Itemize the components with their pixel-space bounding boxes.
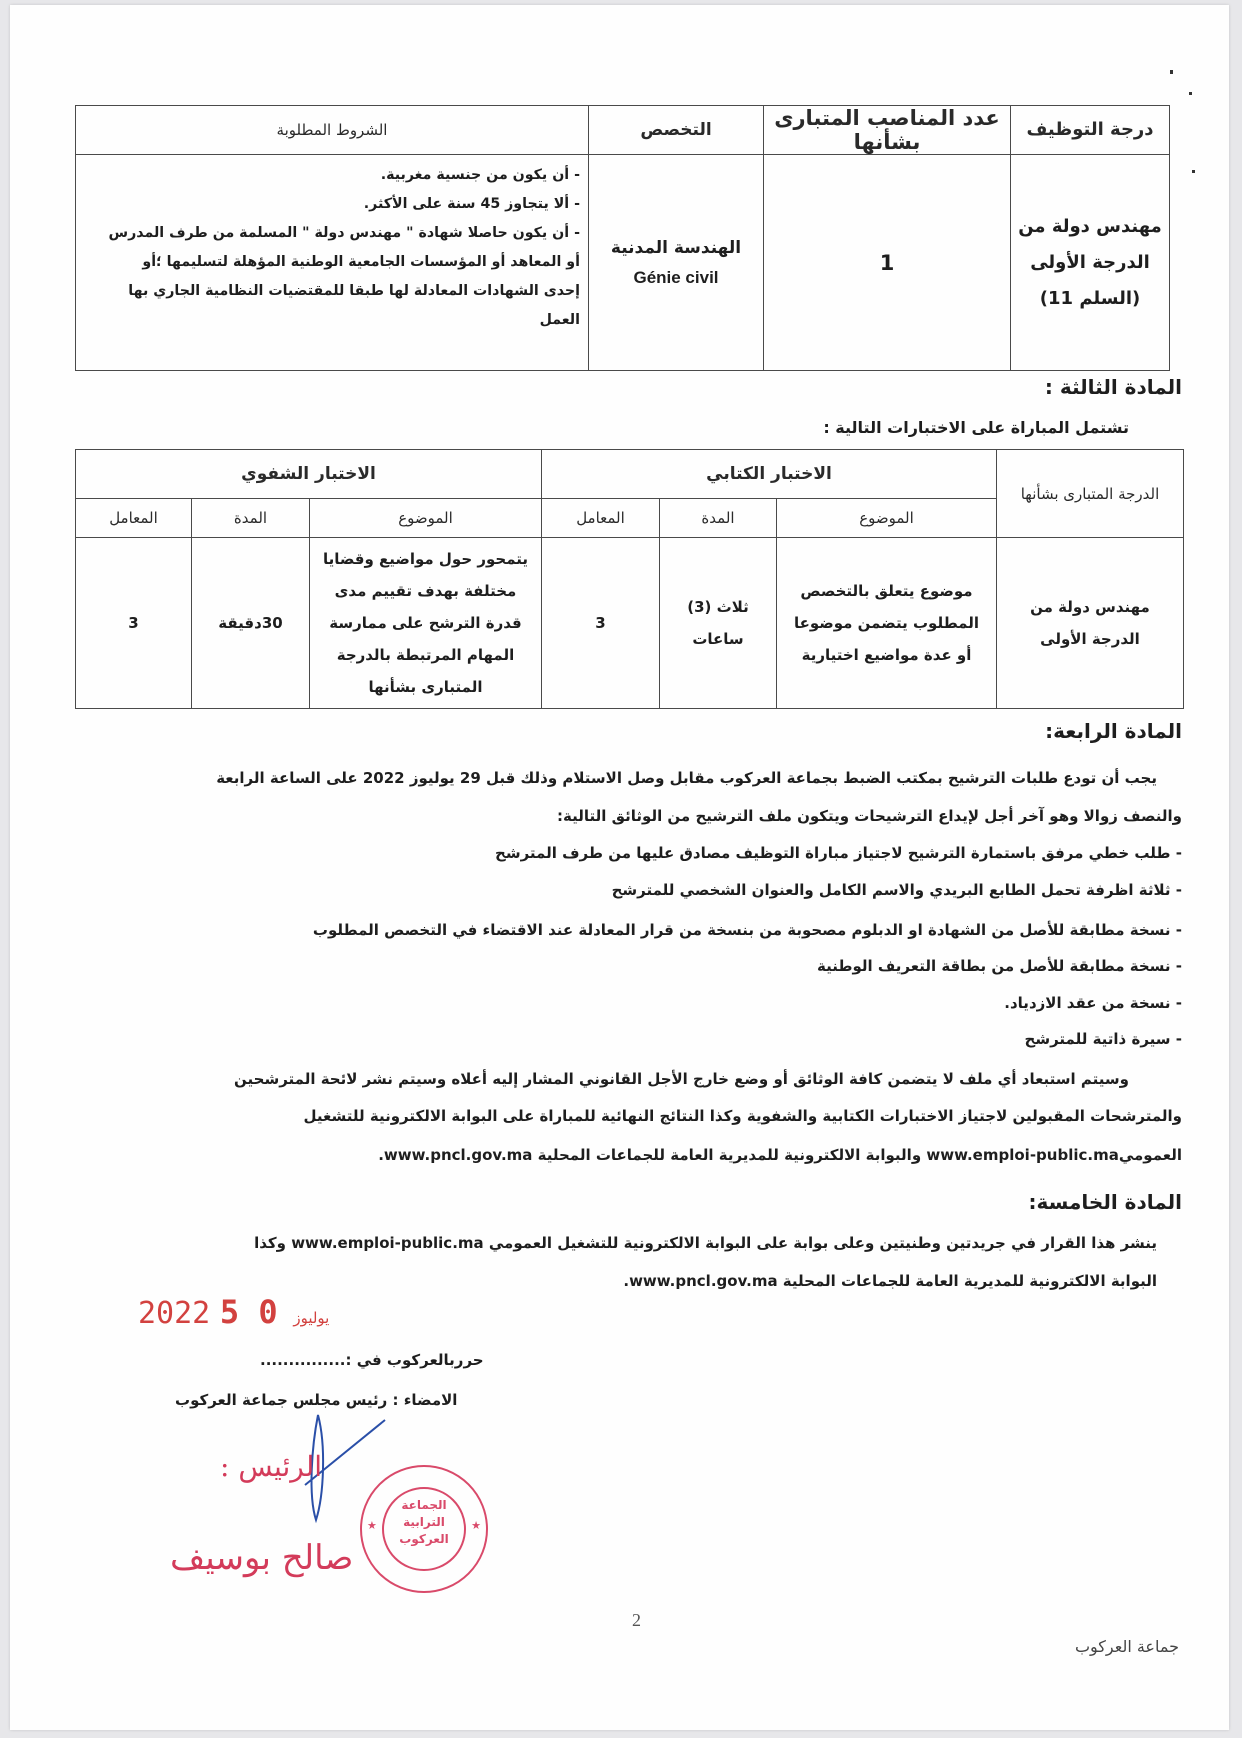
- scan-speck: [1170, 70, 1173, 74]
- article4-line: - سيرة ذاتية للمترشح: [1024, 1030, 1182, 1048]
- cell-grade: مهندس دولة من الدرجة الأولى (السلم 11): [1011, 155, 1170, 371]
- exams-table: [75, 449, 1184, 709]
- place-line: حرربالعركوب في :...............: [260, 1351, 484, 1369]
- article4-line: - ثلاثة اظرفة تحمل الطابع البريدي والاسم الكامل والعنوان الشخصي للمترشح: [611, 881, 1182, 899]
- cell-oral-coefficient: 3: [76, 538, 192, 709]
- article3-title: المادة الثالثة :: [1044, 375, 1182, 399]
- date-stamp-day: 0 5: [219, 1293, 278, 1331]
- signer-line: الامضاء : رئيس مجلس جماعة العركوب: [175, 1391, 458, 1409]
- header-count: عدد المناصب المتبارى بشأنها: [764, 106, 1011, 155]
- seal-star-icon: ★: [471, 1519, 481, 1532]
- header-oral-duration: المدة: [192, 499, 310, 538]
- cell-written-duration: ثلاث (3) ساعات: [660, 538, 777, 709]
- cell-oral-subject: يتمحور حول مواضيع وقضايا مختلفة بهدف تقييم مدى قدرة الترشح على ممارسة المهام المرتبطة بالدرجة المتبارى بشأنها: [310, 538, 542, 709]
- page-number: 2: [632, 1610, 641, 1630]
- header-written-subject: الموضوع: [777, 499, 997, 538]
- date-stamp-month: يوليوز: [293, 1309, 330, 1327]
- document-page: [10, 5, 1229, 1730]
- footer-text: جماعة العركوب: [1074, 1637, 1179, 1656]
- table-row: [76, 538, 1184, 709]
- handwritten-title: الرئيس :: [220, 1450, 323, 1483]
- scan-speck: [1189, 92, 1192, 95]
- article5-line: ينشر هذا القرار في جريدتين وطنيتين وعلى بوابة على البوابة الالكترونية للتشغيل العمومي www.emploi-public.ma وكذا: [254, 1234, 1157, 1252]
- condition-line: أو المعاهد أو المؤسسات الجامعية الوطنية المؤهلة لتسليمها ؛أو: [142, 254, 580, 270]
- positions-table: [75, 105, 1170, 371]
- cell-grade: مهندس دولة من الدرجة الأولى: [997, 538, 1184, 709]
- article5-title: المادة الخامسة:: [1028, 1190, 1182, 1214]
- header-specialty: التخصص: [589, 106, 764, 155]
- official-seal: [360, 1465, 488, 1593]
- article4-title: المادة الرابعة:: [1045, 719, 1182, 743]
- condition-line: العمل: [539, 312, 580, 328]
- cell-written-subject: موضوع يتعلق بالتخصص المطلوب يتضمن موضوعا أو عدة مواضيع اختيارية: [777, 538, 997, 709]
- article4-line: - نسخة مطابقة للأصل من بطاقة التعريف الوطنية: [817, 957, 1182, 975]
- header-written-coefficient: المعامل: [542, 499, 660, 538]
- handwritten-name: صالح بوسيف: [170, 1538, 354, 1578]
- condition-line: - أن يكون حاصلا شهادة " مهندس دولة " المسلمة من طرف المدرس: [108, 225, 580, 241]
- table-row: [76, 155, 1170, 371]
- header-oral-exam: الاختبار الشفوي: [76, 450, 542, 499]
- condition-line: - أن يكون من جنسية مغربية.: [380, 167, 580, 183]
- article3-intro: تشتمل المباراة على الاختبارات التالية :: [823, 418, 1129, 437]
- header-grade: درجة التوظيف: [1011, 106, 1170, 155]
- article5-line: البوابة الالكترونية للمديرية العامة للجماعات المحلية www.pncl.gov.ma.: [623, 1272, 1157, 1290]
- seal-star-icon: ★: [367, 1519, 377, 1532]
- condition-line: - ألا يتجاوز 45 سنة على الأكثر.: [363, 196, 580, 212]
- condition-line: إحدى الشهادات المعادلة لها طبقا للمقتضيات النظامية الجاري بها: [128, 283, 580, 299]
- article4-line: والنصف زوالا وهو آخر أجل لإيداع الترشيحات ويتكون ملف الترشيح من الوثائق التالية:: [557, 807, 1182, 825]
- header-grade: الدرجة المتبارى بشأنها: [997, 450, 1184, 538]
- header-oral-subject: الموضوع: [310, 499, 542, 538]
- header-written-duration: المدة: [660, 499, 777, 538]
- article4-line: يجب أن تودع طلبات الترشيح بمكتب الضبط بجماعة العركوب مقابل وصل الاستلام وذلك قبل 29 يوليوز 2022 على الساعة الرابعة: [216, 769, 1157, 787]
- seal-text: الجماعة الترابية العركوب: [399, 1498, 449, 1546]
- cell-written-coefficient: 3: [542, 538, 660, 709]
- date-stamp: [138, 1293, 338, 1337]
- date-stamp-year: 2022: [138, 1296, 211, 1331]
- article4-line: - نسخة من عقد الازدياد.: [1004, 994, 1182, 1012]
- scan-speck: [1192, 170, 1195, 173]
- article4-line: والمترشحات المقبولين لاجتياز الاختبارات الكتابية والشفوية وكذا النتائج النهائية للمباراة على البوابة الالكترونية للتشغيل: [303, 1107, 1182, 1125]
- cell-count: 1: [764, 155, 1011, 371]
- header-oral-coefficient: المعامل: [76, 499, 192, 538]
- article4-line: وسيتم استبعاد أي ملف لا يتضمن كافة الوثائق أو وضع خارج الأجل القانوني المشار إليه أعلاه وسيتم نشر لائحة المترشحين: [234, 1070, 1129, 1088]
- article4-line: - نسخة مطابقة للأصل من الشهادة او الدبلوم مصحوبة من بنسخة من قرار المعادلة عند الاقتضاء في التخصص المطلوب: [312, 921, 1182, 939]
- header-conditions: الشروط المطلوبة: [76, 106, 589, 155]
- article4-line: العموميwww.emploi-public.ma والبوابة الالكترونية للمديرية العامة للجماعات المحلية www.pncl.gov.ma.: [378, 1146, 1182, 1164]
- cell-specialty: الهندسة المدنية Génie civil: [589, 155, 764, 371]
- cell-conditions: [76, 155, 589, 371]
- article4-line: - طلب خطي مرفق باستمارة الترشيح لاجتياز مباراة التوظيف مصادق عليها من طرف المترشح: [495, 844, 1182, 862]
- cell-oral-duration: 30دقيقة: [192, 538, 310, 709]
- header-written-exam: الاختبار الكتابي: [542, 450, 997, 499]
